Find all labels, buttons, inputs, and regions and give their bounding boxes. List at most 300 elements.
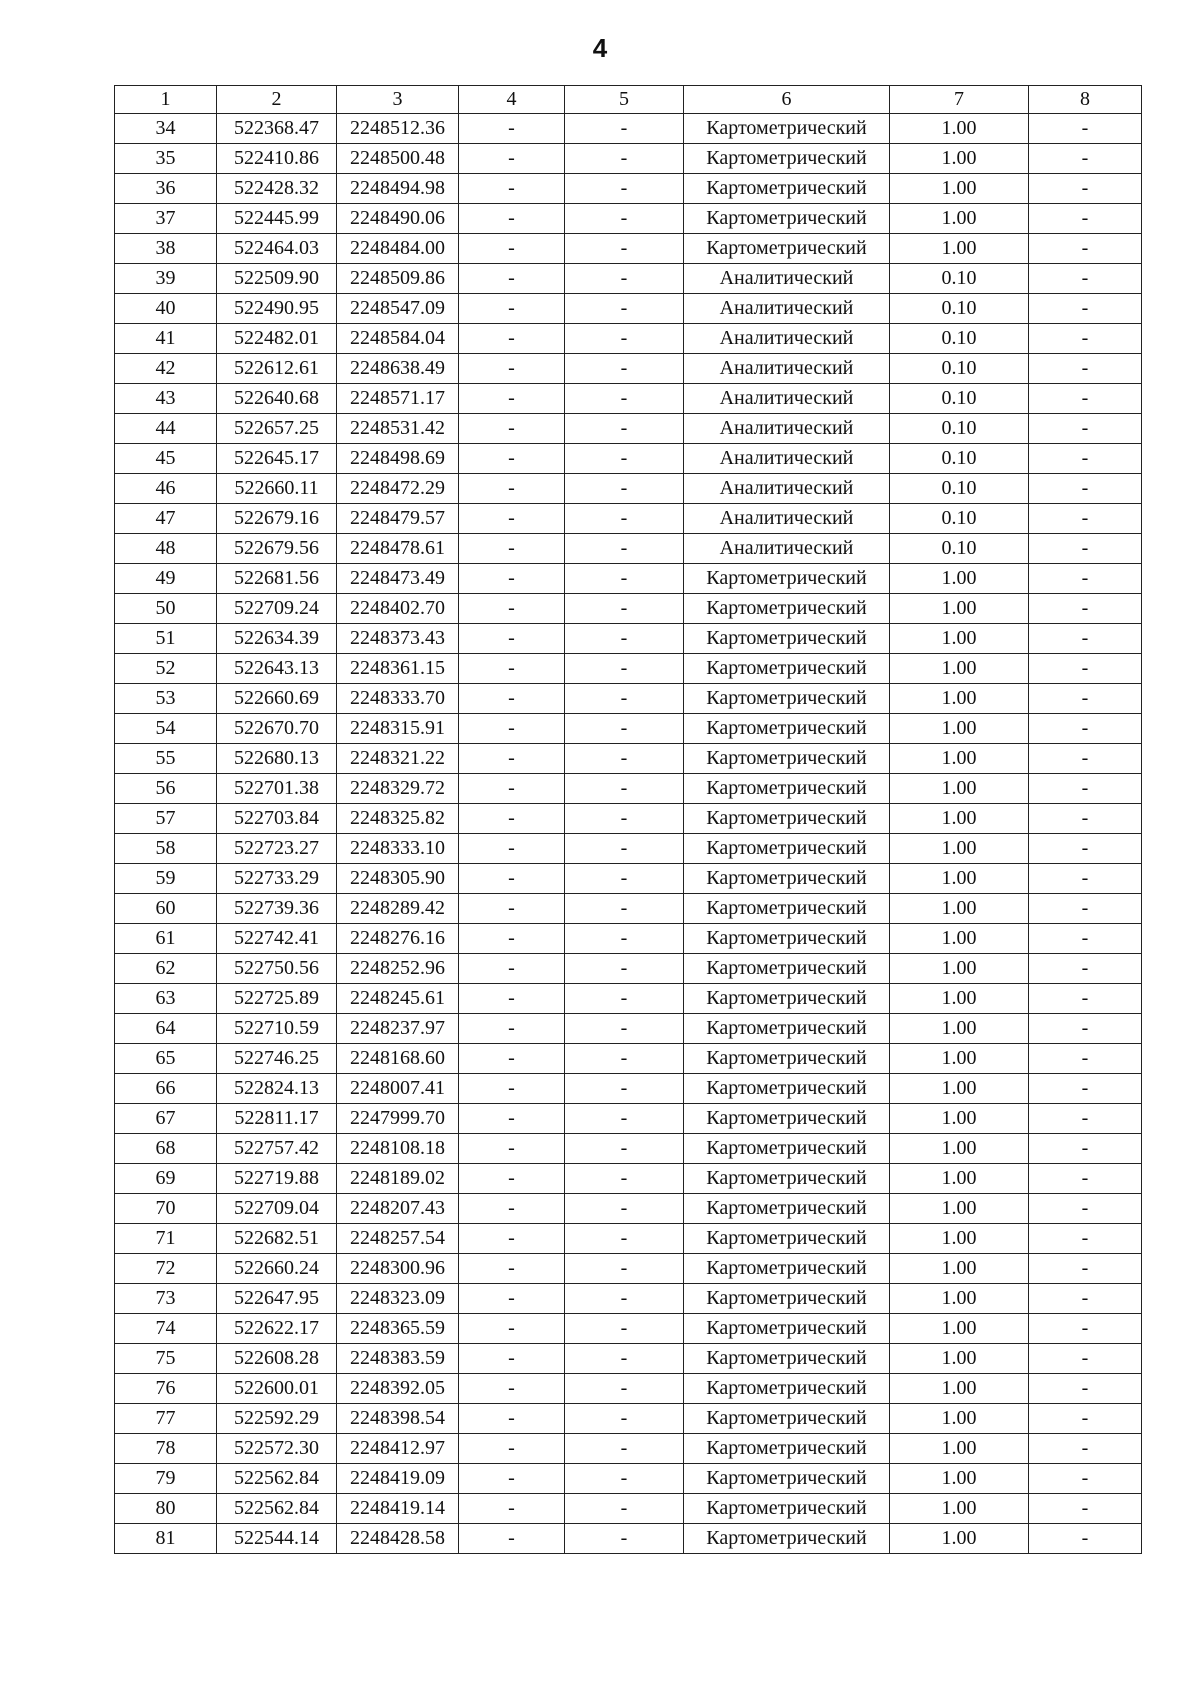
method-cell: Картометрический xyxy=(684,1344,890,1374)
table-row xyxy=(115,624,1142,654)
col-5-cell: - xyxy=(565,1194,684,1224)
point-number-cell: 47 xyxy=(115,504,217,534)
x-coordinate-cell: 522750.56 xyxy=(217,954,337,984)
x-coordinate-cell: 522612.61 xyxy=(217,354,337,384)
accuracy-cell: 1.00 xyxy=(890,1194,1029,1224)
col-5-cell: - xyxy=(565,564,684,594)
col-5-cell: - xyxy=(565,954,684,984)
col-4-cell: - xyxy=(459,1374,565,1404)
x-coordinate-cell: 522368.47 xyxy=(217,114,337,144)
accuracy-cell: 0.10 xyxy=(890,354,1029,384)
col-8-cell: - xyxy=(1029,954,1142,984)
y-coordinate-cell: 2248257.54 xyxy=(337,1224,459,1254)
col-5-cell: - xyxy=(565,414,684,444)
table-row xyxy=(115,924,1142,954)
col-4-cell: - xyxy=(459,714,565,744)
x-coordinate-cell: 522634.39 xyxy=(217,624,337,654)
col-8-cell: - xyxy=(1029,1434,1142,1464)
point-number-cell: 34 xyxy=(115,114,217,144)
x-coordinate-cell: 522562.84 xyxy=(217,1494,337,1524)
point-number-cell: 54 xyxy=(115,714,217,744)
point-number-cell: 76 xyxy=(115,1374,217,1404)
point-number-cell: 42 xyxy=(115,354,217,384)
col-8-cell: - xyxy=(1029,684,1142,714)
point-number-cell: 50 xyxy=(115,594,217,624)
accuracy-cell: 1.00 xyxy=(890,234,1029,264)
y-coordinate-cell: 2248333.10 xyxy=(337,834,459,864)
method-cell: Картометрический xyxy=(684,954,890,984)
method-cell: Картометрический xyxy=(684,864,890,894)
col-5-cell: - xyxy=(565,1374,684,1404)
method-cell: Картометрический xyxy=(684,1044,890,1074)
accuracy-cell: 1.00 xyxy=(890,984,1029,1014)
col-5-cell: - xyxy=(565,1254,684,1284)
point-number-cell: 70 xyxy=(115,1194,217,1224)
accuracy-cell: 0.10 xyxy=(890,324,1029,354)
accuracy-cell: 0.10 xyxy=(890,294,1029,324)
table-row xyxy=(115,834,1142,864)
table-row xyxy=(115,894,1142,924)
method-cell: Картометрический xyxy=(684,984,890,1014)
col-5-cell: - xyxy=(565,1434,684,1464)
accuracy-cell: 1.00 xyxy=(890,1314,1029,1344)
col-4-header: 4 xyxy=(459,86,565,114)
y-coordinate-cell: 2248315.91 xyxy=(337,714,459,744)
col-4-cell: - xyxy=(459,474,565,504)
x-coordinate-cell: 522739.36 xyxy=(217,894,337,924)
page-number: 4 xyxy=(592,33,608,63)
method-cell: Картометрический xyxy=(684,1494,890,1524)
point-number-cell: 73 xyxy=(115,1284,217,1314)
point-number-cell: 72 xyxy=(115,1254,217,1284)
point-number-cell: 75 xyxy=(115,1344,217,1374)
col-5-cell: - xyxy=(565,144,684,174)
method-cell: Картометрический xyxy=(684,924,890,954)
col-4-cell: - xyxy=(459,294,565,324)
col-4-cell: - xyxy=(459,174,565,204)
table-row xyxy=(115,1014,1142,1044)
accuracy-cell: 1.00 xyxy=(890,1104,1029,1134)
y-coordinate-cell: 2248638.49 xyxy=(337,354,459,384)
method-cell: Картометрический xyxy=(684,594,890,624)
point-number-cell: 39 xyxy=(115,264,217,294)
x-coordinate-cell: 522410.86 xyxy=(217,144,337,174)
accuracy-cell: 0.10 xyxy=(890,264,1029,294)
x-coordinate-cell: 522660.69 xyxy=(217,684,337,714)
col-8-cell: - xyxy=(1029,1344,1142,1374)
x-coordinate-cell: 522490.95 xyxy=(217,294,337,324)
col-5-cell: - xyxy=(565,774,684,804)
table-row xyxy=(115,594,1142,624)
table-row xyxy=(115,1254,1142,1284)
y-coordinate-cell: 2247999.70 xyxy=(337,1104,459,1134)
col-5-cell: - xyxy=(565,624,684,654)
accuracy-cell: 1.00 xyxy=(890,654,1029,684)
method-cell: Картометрический xyxy=(684,1014,890,1044)
accuracy-cell: 1.00 xyxy=(890,624,1029,654)
point-number-cell: 69 xyxy=(115,1164,217,1194)
table-row xyxy=(115,954,1142,984)
accuracy-cell: 0.10 xyxy=(890,534,1029,564)
method-cell: Картометрический xyxy=(684,1104,890,1134)
x-coordinate-cell: 522509.90 xyxy=(217,264,337,294)
col-5-cell: - xyxy=(565,114,684,144)
x-coordinate-cell: 522725.89 xyxy=(217,984,337,1014)
col-8-cell: - xyxy=(1029,144,1142,174)
table-row xyxy=(115,654,1142,684)
x-coordinate-cell: 522824.13 xyxy=(217,1074,337,1104)
method-cell: Аналитический xyxy=(684,384,890,414)
x-coordinate-cell: 522719.88 xyxy=(217,1164,337,1194)
col-8-cell: - xyxy=(1029,1314,1142,1344)
method-cell: Аналитический xyxy=(684,474,890,504)
table-row xyxy=(115,354,1142,384)
col-4-cell: - xyxy=(459,594,565,624)
point-number-cell: 78 xyxy=(115,1434,217,1464)
col-6-header: 6 xyxy=(684,86,890,114)
col-4-cell: - xyxy=(459,1494,565,1524)
point-number-cell: 81 xyxy=(115,1524,217,1554)
y-coordinate-cell: 2248419.14 xyxy=(337,1494,459,1524)
method-cell: Аналитический xyxy=(684,504,890,534)
table-row xyxy=(115,534,1142,564)
x-coordinate-cell: 522572.30 xyxy=(217,1434,337,1464)
col-8-cell: - xyxy=(1029,834,1142,864)
x-coordinate-cell: 522445.99 xyxy=(217,204,337,234)
col-8-cell: - xyxy=(1029,894,1142,924)
point-number-cell: 77 xyxy=(115,1404,217,1434)
x-coordinate-cell: 522733.29 xyxy=(217,864,337,894)
method-cell: Картометрический xyxy=(684,144,890,174)
col-5-cell: - xyxy=(565,1344,684,1374)
x-coordinate-cell: 522464.03 xyxy=(217,234,337,264)
y-coordinate-cell: 2248498.69 xyxy=(337,444,459,474)
col-4-cell: - xyxy=(459,1284,565,1314)
point-number-cell: 40 xyxy=(115,294,217,324)
col-8-cell: - xyxy=(1029,504,1142,534)
table-row xyxy=(115,1314,1142,1344)
col-4-cell: - xyxy=(459,414,565,444)
col-2-header: 2 xyxy=(217,86,337,114)
point-number-cell: 59 xyxy=(115,864,217,894)
x-coordinate-cell: 522709.24 xyxy=(217,594,337,624)
col-4-cell: - xyxy=(459,1104,565,1134)
col-4-cell: - xyxy=(459,1524,565,1554)
coordinates-table xyxy=(114,85,1142,1554)
accuracy-cell: 1.00 xyxy=(890,1284,1029,1314)
col-8-cell: - xyxy=(1029,1494,1142,1524)
point-number-cell: 62 xyxy=(115,954,217,984)
table-row xyxy=(115,444,1142,474)
col-5-cell: - xyxy=(565,534,684,564)
col-5-cell: - xyxy=(565,174,684,204)
x-coordinate-cell: 522746.25 xyxy=(217,1044,337,1074)
y-coordinate-cell: 2248428.58 xyxy=(337,1524,459,1554)
table-row xyxy=(115,1434,1142,1464)
y-coordinate-cell: 2248412.97 xyxy=(337,1434,459,1464)
col-4-cell: - xyxy=(459,1344,565,1374)
method-cell: Картометрический xyxy=(684,234,890,264)
point-number-cell: 64 xyxy=(115,1014,217,1044)
point-number-cell: 35 xyxy=(115,144,217,174)
point-number-cell: 52 xyxy=(115,654,217,684)
col-4-cell: - xyxy=(459,324,565,354)
x-coordinate-cell: 522680.13 xyxy=(217,744,337,774)
accuracy-cell: 1.00 xyxy=(890,594,1029,624)
col-4-cell: - xyxy=(459,444,565,474)
col-1-header: 1 xyxy=(115,86,217,114)
table-row xyxy=(115,114,1142,144)
col-4-cell: - xyxy=(459,924,565,954)
method-cell: Аналитический xyxy=(684,354,890,384)
method-cell: Аналитический xyxy=(684,444,890,474)
point-number-cell: 56 xyxy=(115,774,217,804)
col-5-cell: - xyxy=(565,264,684,294)
x-coordinate-cell: 522811.17 xyxy=(217,1104,337,1134)
method-cell: Картометрический xyxy=(684,1074,890,1104)
col-4-cell: - xyxy=(459,534,565,564)
col-5-cell: - xyxy=(565,294,684,324)
method-cell: Картометрический xyxy=(684,834,890,864)
col-5-cell: - xyxy=(565,1314,684,1344)
method-cell: Картометрический xyxy=(684,1374,890,1404)
table-row xyxy=(115,414,1142,444)
point-number-cell: 49 xyxy=(115,564,217,594)
col-5-header: 5 xyxy=(565,86,684,114)
col-4-cell: - xyxy=(459,354,565,384)
col-4-cell: - xyxy=(459,654,565,684)
y-coordinate-cell: 2248500.48 xyxy=(337,144,459,174)
col-4-cell: - xyxy=(459,234,565,264)
col-8-cell: - xyxy=(1029,984,1142,1014)
col-5-cell: - xyxy=(565,984,684,1014)
col-3-header: 3 xyxy=(337,86,459,114)
col-8-cell: - xyxy=(1029,354,1142,384)
col-5-cell: - xyxy=(565,1224,684,1254)
col-8-cell: - xyxy=(1029,744,1142,774)
col-4-cell: - xyxy=(459,864,565,894)
table-row xyxy=(115,1284,1142,1314)
y-coordinate-cell: 2248472.29 xyxy=(337,474,459,504)
method-cell: Картометрический xyxy=(684,1434,890,1464)
table-row xyxy=(115,144,1142,174)
method-cell: Картометрический xyxy=(684,894,890,924)
table-row xyxy=(115,504,1142,534)
col-5-cell: - xyxy=(565,474,684,504)
point-number-cell: 37 xyxy=(115,204,217,234)
table-row xyxy=(115,984,1142,1014)
col-5-cell: - xyxy=(565,1014,684,1044)
col-5-cell: - xyxy=(565,1164,684,1194)
y-coordinate-cell: 2248300.96 xyxy=(337,1254,459,1284)
y-coordinate-cell: 2248473.49 xyxy=(337,564,459,594)
x-coordinate-cell: 522660.11 xyxy=(217,474,337,504)
accuracy-cell: 1.00 xyxy=(890,114,1029,144)
table-row xyxy=(115,474,1142,504)
col-8-cell: - xyxy=(1029,204,1142,234)
col-8-cell: - xyxy=(1029,1404,1142,1434)
col-8-cell: - xyxy=(1029,1464,1142,1494)
col-5-cell: - xyxy=(565,1074,684,1104)
col-5-cell: - xyxy=(565,1524,684,1554)
table-row xyxy=(115,1524,1142,1554)
col-5-cell: - xyxy=(565,1134,684,1164)
col-5-cell: - xyxy=(565,1044,684,1074)
accuracy-cell: 1.00 xyxy=(890,924,1029,954)
col-8-cell: - xyxy=(1029,534,1142,564)
method-cell: Аналитический xyxy=(684,294,890,324)
col-8-cell: - xyxy=(1029,1224,1142,1254)
col-8-cell: - xyxy=(1029,1524,1142,1554)
y-coordinate-cell: 2248321.22 xyxy=(337,744,459,774)
point-number-cell: 67 xyxy=(115,1104,217,1134)
x-coordinate-cell: 522660.24 xyxy=(217,1254,337,1284)
method-cell: Картометрический xyxy=(684,114,890,144)
x-coordinate-cell: 522670.70 xyxy=(217,714,337,744)
method-cell: Картометрический xyxy=(684,1194,890,1224)
col-8-cell: - xyxy=(1029,474,1142,504)
col-8-cell: - xyxy=(1029,324,1142,354)
col-4-cell: - xyxy=(459,1434,565,1464)
method-cell: Картометрический xyxy=(684,1314,890,1344)
accuracy-cell: 0.10 xyxy=(890,384,1029,414)
point-number-cell: 44 xyxy=(115,414,217,444)
point-number-cell: 79 xyxy=(115,1464,217,1494)
method-cell: Картометрический xyxy=(684,744,890,774)
accuracy-cell: 1.00 xyxy=(890,174,1029,204)
point-number-cell: 53 xyxy=(115,684,217,714)
table-row xyxy=(115,1344,1142,1374)
y-coordinate-cell: 2248189.02 xyxy=(337,1164,459,1194)
col-5-cell: - xyxy=(565,234,684,264)
col-4-cell: - xyxy=(459,804,565,834)
y-coordinate-cell: 2248547.09 xyxy=(337,294,459,324)
col-4-cell: - xyxy=(459,1194,565,1224)
col-8-cell: - xyxy=(1029,1014,1142,1044)
y-coordinate-cell: 2248484.00 xyxy=(337,234,459,264)
table-row xyxy=(115,1164,1142,1194)
col-4-cell: - xyxy=(459,1044,565,1074)
table-row xyxy=(115,1224,1142,1254)
table-row xyxy=(115,324,1142,354)
y-coordinate-cell: 2248531.42 xyxy=(337,414,459,444)
table-row xyxy=(115,1494,1142,1524)
col-5-cell: - xyxy=(565,1464,684,1494)
y-coordinate-cell: 2248168.60 xyxy=(337,1044,459,1074)
col-5-cell: - xyxy=(565,444,684,474)
col-8-cell: - xyxy=(1029,444,1142,474)
x-coordinate-cell: 522757.42 xyxy=(217,1134,337,1164)
col-4-cell: - xyxy=(459,564,565,594)
col-5-cell: - xyxy=(565,594,684,624)
y-coordinate-cell: 2248402.70 xyxy=(337,594,459,624)
method-cell: Картометрический xyxy=(684,1254,890,1284)
col-4-cell: - xyxy=(459,1314,565,1344)
y-coordinate-cell: 2248245.61 xyxy=(337,984,459,1014)
accuracy-cell: 1.00 xyxy=(890,744,1029,774)
col-5-cell: - xyxy=(565,804,684,834)
point-number-cell: 80 xyxy=(115,1494,217,1524)
method-cell: Картометрический xyxy=(684,1524,890,1554)
col-5-cell: - xyxy=(565,204,684,234)
y-coordinate-cell: 2248323.09 xyxy=(337,1284,459,1314)
col-5-cell: - xyxy=(565,654,684,684)
table-row xyxy=(115,864,1142,894)
table-row xyxy=(115,1374,1142,1404)
y-coordinate-cell: 2248361.15 xyxy=(337,654,459,684)
accuracy-cell: 1.00 xyxy=(890,864,1029,894)
table-row xyxy=(115,1104,1142,1134)
y-coordinate-cell: 2248571.17 xyxy=(337,384,459,414)
x-coordinate-cell: 522701.38 xyxy=(217,774,337,804)
col-8-cell: - xyxy=(1029,264,1142,294)
col-8-cell: - xyxy=(1029,414,1142,444)
method-cell: Аналитический xyxy=(684,414,890,444)
col-8-cell: - xyxy=(1029,594,1142,624)
y-coordinate-cell: 2248392.05 xyxy=(337,1374,459,1404)
y-coordinate-cell: 2248325.82 xyxy=(337,804,459,834)
col-8-cell: - xyxy=(1029,234,1142,264)
col-8-cell: - xyxy=(1029,384,1142,414)
col-7-header: 7 xyxy=(890,86,1029,114)
point-number-cell: 38 xyxy=(115,234,217,264)
x-coordinate-cell: 522544.14 xyxy=(217,1524,337,1554)
accuracy-cell: 1.00 xyxy=(890,774,1029,804)
col-4-cell: - xyxy=(459,144,565,174)
col-8-cell: - xyxy=(1029,114,1142,144)
point-number-cell: 63 xyxy=(115,984,217,1014)
col-5-cell: - xyxy=(565,1404,684,1434)
col-4-cell: - xyxy=(459,834,565,864)
accuracy-cell: 1.00 xyxy=(890,894,1029,924)
col-5-cell: - xyxy=(565,894,684,924)
point-number-cell: 36 xyxy=(115,174,217,204)
point-number-cell: 55 xyxy=(115,744,217,774)
x-coordinate-cell: 522703.84 xyxy=(217,804,337,834)
point-number-cell: 74 xyxy=(115,1314,217,1344)
method-cell: Картометрический xyxy=(684,1164,890,1194)
col-8-cell: - xyxy=(1029,714,1142,744)
y-coordinate-cell: 2248108.18 xyxy=(337,1134,459,1164)
table-row xyxy=(115,1464,1142,1494)
y-coordinate-cell: 2248276.16 xyxy=(337,924,459,954)
col-8-cell: - xyxy=(1029,1044,1142,1074)
accuracy-cell: 1.00 xyxy=(890,684,1029,714)
col-8-cell: - xyxy=(1029,774,1142,804)
method-cell: Картометрический xyxy=(684,1224,890,1254)
point-number-cell: 43 xyxy=(115,384,217,414)
point-number-cell: 68 xyxy=(115,1134,217,1164)
accuracy-cell: 1.00 xyxy=(890,1494,1029,1524)
method-cell: Картометрический xyxy=(684,804,890,834)
method-cell: Картометрический xyxy=(684,1284,890,1314)
point-number-cell: 45 xyxy=(115,444,217,474)
col-8-cell: - xyxy=(1029,1164,1142,1194)
point-number-cell: 60 xyxy=(115,894,217,924)
col-4-cell: - xyxy=(459,774,565,804)
table-row xyxy=(115,804,1142,834)
header-row xyxy=(115,86,1142,114)
col-8-cell: - xyxy=(1029,864,1142,894)
y-coordinate-cell: 2248329.72 xyxy=(337,774,459,804)
accuracy-cell: 0.10 xyxy=(890,444,1029,474)
col-5-cell: - xyxy=(565,744,684,774)
col-4-cell: - xyxy=(459,684,565,714)
method-cell: Картометрический xyxy=(684,1404,890,1434)
accuracy-cell: 1.00 xyxy=(890,204,1029,234)
col-4-cell: - xyxy=(459,1464,565,1494)
col-5-cell: - xyxy=(565,684,684,714)
